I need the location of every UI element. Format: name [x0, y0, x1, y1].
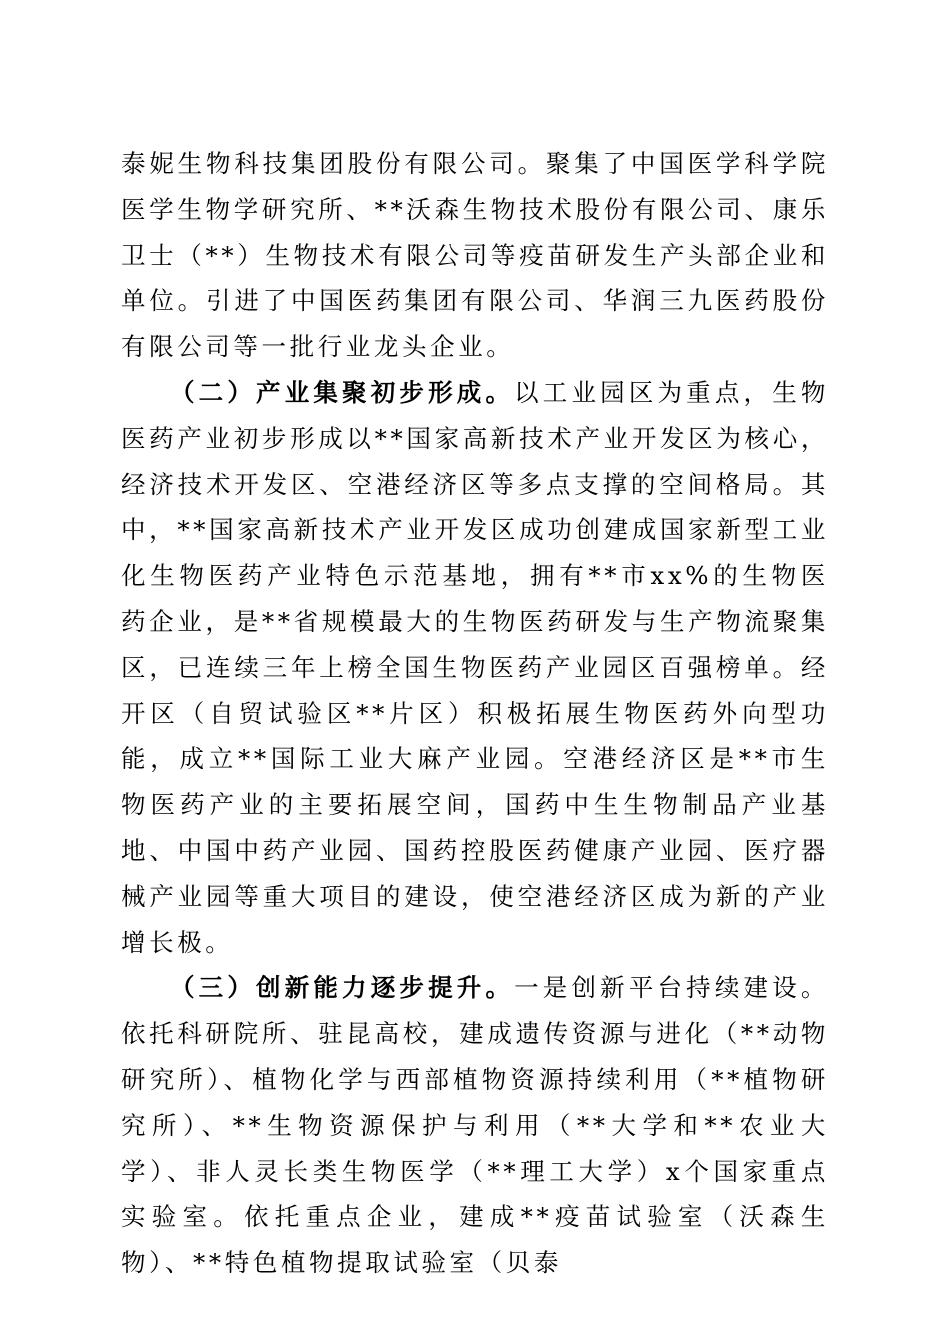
paragraph-innovation [121, 965, 829, 1286]
paragraph-text: 以工业园区为重点，生物医药产业初步形成以**国家高新技术产业开发区为核心，经济技术开发区、空港经济区等多点支撑的空间格局。其中，**国家高新技术产业开发区成功创建成国家新型工业化生物医药产业特色示范基地，拥有**市xx%的生物医药企业，是**省规模最大的生物医药研发与生产物流聚集区，已连续三年上榜全国生物医药产业园区百强榜单。经开区（自贸试验区**片区）积极拓展生物医药外向型功能，成立**国际工业大麻产业园。空港经济区是**市生物医药产业的主要拓展空间，国药中生生物制品产业基地、中国中药产业园、国药控股医药健康产业园、医疗器械产业园等重大项目的建设，使空港经济区成为新的产业增长极。 [121, 377, 829, 957]
section-heading: （二）产业集聚初步形成。 [170, 377, 515, 407]
body-text [121, 141, 829, 1286]
paragraph-text: 泰妮生物科技集团股份有限公司。聚集了中国医学科学院医学生物学研究所、**沃森生物技术股份有限公司、康乐卫士（**）生物技术有限公司等疫苗研发生产头部企业和单位。引进了中国医药集团有限公司、华润三九医药股份有限公司等一批行业龙头企业。 [121, 149, 829, 362]
section-heading: （三）创新能力逐步提升。 [170, 973, 515, 1003]
paragraph-continued [121, 141, 829, 370]
paragraph-text: 一是创新平台持续建设。依托科研院所、驻昆高校，建成遗传资源与进化（**动物研究所）、植物化学与西部植物资源持续利用（**植物研究所）、**生物资源保护与利用（**大学和**农业大学）、非人灵长类生物医学（**理工大学）x个国家重点实验室。依托重点企业，建成**疫苗试验室（沃森生物）、**特色植物提取试验室（贝泰 [121, 973, 829, 1278]
paragraph-industry-cluster [121, 370, 829, 965]
